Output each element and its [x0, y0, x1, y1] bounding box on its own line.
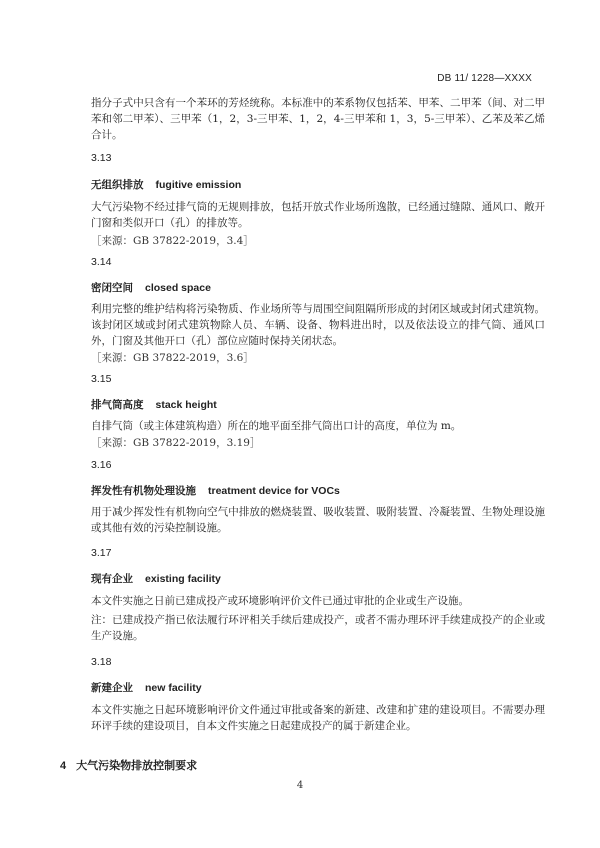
term-zh: 新建企业	[91, 682, 133, 694]
section-title: 大气污染物排放控制要求	[76, 760, 198, 772]
term-source: ［来源：GB 37822-2019，3.4］	[91, 235, 254, 247]
document-id: DB 11/ 1228—XXXX	[437, 73, 532, 84]
term-definition: 用于减少挥发性有机物向空气中排放的燃烧装置、吸收装置、吸附装置、冷凝装置、生物处理设施或其他有效的污染控制设施。	[91, 506, 545, 534]
intro-paragraph: 指分子式中只含有一个苯环的芳烃统称。本标准中的苯系物仅包括苯、甲苯、二甲苯（间、对二甲苯和邻二甲苯）、三甲苯（1，2，3-三甲苯、1，2，4-三甲苯和 1，3，5-三甲苯）、乙苯及苯乙烯合计。	[91, 97, 545, 141]
term-definition: 利用完整的维护结构将污染物质、作业场所等与周围空间阻隔所形成的封闭区域或封闭式建筑物。该封闭区域或封闭式建筑物除人员、车辆、设备、物料进出时，以及依法设立的排气筒、通风口外，门窗及其他开口（孔）部位应随时保持关闭状态。	[91, 303, 545, 347]
term-title	[91, 571, 221, 586]
term-zh: 现有企业	[91, 573, 133, 585]
term-title	[91, 177, 241, 192]
term-en: stack height	[155, 399, 217, 411]
term-source: ［来源：GB 37822-2019，3.19］	[91, 437, 261, 449]
term-en: treatment device for VOCs	[208, 485, 340, 497]
term-number: 3.15	[91, 373, 112, 385]
term-number: 3.13	[91, 152, 112, 164]
term-en: closed space	[145, 282, 211, 294]
term-definition: 自排气筒（或主体建筑构造）所在的地平面至排气筒出口计的高度，单位为 m。	[91, 420, 462, 432]
term-number: 3.17	[91, 547, 112, 559]
term-number: 3.16	[91, 459, 112, 471]
term-title	[91, 483, 340, 498]
term-en: new facility	[145, 682, 202, 694]
term-title	[91, 397, 217, 412]
section-heading	[60, 757, 197, 773]
term-number: 3.18	[91, 656, 112, 668]
term-zh: 密闭空间	[91, 282, 133, 294]
term-source: ［来源：GB 37822-2019，3.6］	[91, 352, 254, 364]
term-note: 注：已建成投产指已依法履行环评相关手续后建成投产，或者不需办理环评手续建成投产的企业或生产设施。	[91, 614, 545, 642]
term-definition: 本文件实施之日起环境影响评价文件通过审批或备案的新建、改建和扩建的建设项目。不需要办理环评手续的建设项目，自本文件实施之日起建成投产的属于新建企业。	[91, 704, 545, 732]
term-title	[91, 680, 202, 695]
term-number: 3.14	[91, 256, 112, 268]
term-en: fugitive emission	[155, 179, 242, 191]
term-definition: 大气污染物不经过排气筒的无规则排放，包括开放式作业场所逸散，已经通过缝隙、通风口、敞开门窗和类似开口（孔）的排放等。	[91, 201, 545, 229]
term-zh: 排气筒高度	[91, 399, 144, 411]
term-title	[91, 280, 211, 295]
term-en: existing facility	[145, 573, 221, 585]
section-number: 4	[60, 760, 67, 772]
term-definition: 本文件实施之日前已建成投产或环境影响评价文件已通过审批的企业或生产设施。	[91, 595, 469, 607]
page-number: 4	[296, 780, 304, 791]
term-zh: 无组织排放	[91, 179, 144, 191]
term-zh: 挥发性有机物处理设施	[91, 485, 196, 497]
